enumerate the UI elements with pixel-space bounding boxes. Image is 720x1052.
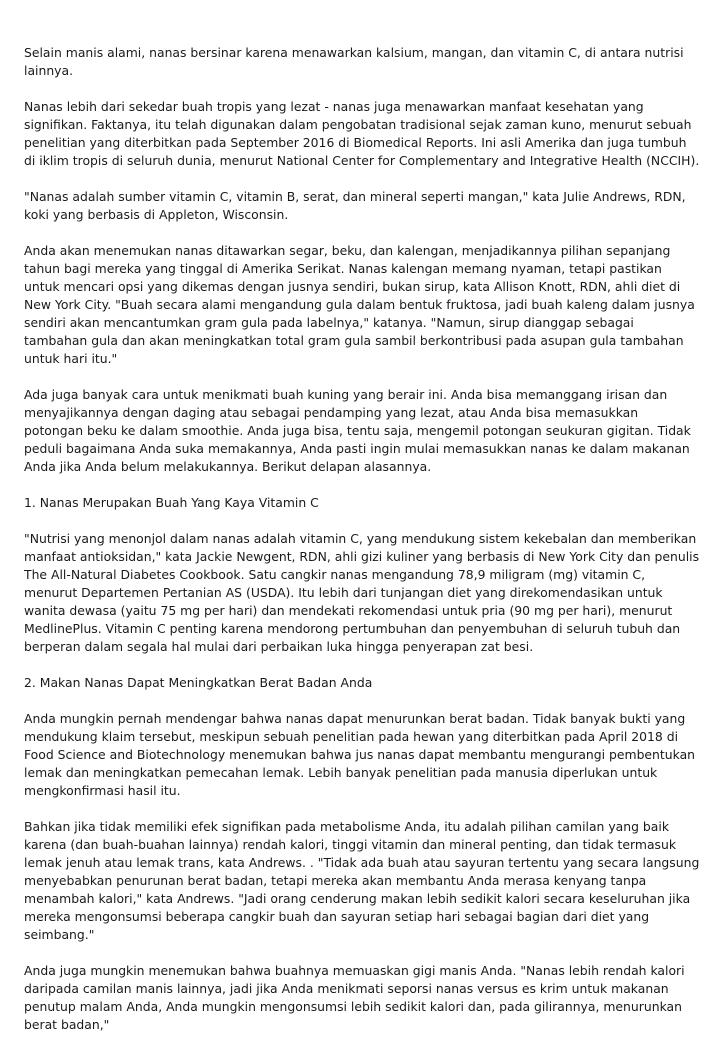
paragraph-ways-to-enjoy: Ada juga banyak cara untuk menikmati buah kuning yang berair ini. Anda bisa memanggang irisan dan menyajikannya dengan daging atau sebagai pendamping yang lezat, atau Anda bisa memasukkan potongan beku ke dalam smoothie. Anda juga bisa, tentu saja, mengemil potongan seukuran gigitan. Tidak peduli bagaimana Anda suka memakannya, Anda pasti ingin mulai memasukkan nanas ke dalam makanan Anda jika Anda belum melakukannya. Berikut delapan alasannya. xyxy=(24,387,691,474)
paragraph-snack-choice: Bahkan jika tidak memiliki efek signifikan pada metabolisme Anda, itu adalah pilihan camilan yang baik karena (dan buah-buahan lainnya) rendah kalori, tinggi vitamin dan mineral penting, dan tidak termasuk lemak jenuh atau lemak trans, kata Andrews. . "Tidak ada buah atau sayuran tertentu yang secara langsung menyebabkan penurunan berat badan, tetapi mereka akan membantu Anda merasa kenyang tanpa menambah kalori," kata Andrews. "Jadi orang cenderung makan lebih sedikit kalori secara keseluruhan jika mereka mengonsumsi beberapa cangkir buah dan sayuran setiap hari sebagai bagian dari diet yang seimbang." xyxy=(24,819,700,942)
paragraph-vitamin-c: "Nutrisi yang menonjol dalam nanas adalah vitamin C, yang mendukung sistem kekebalan dan memberikan manfaat antioksidan," kata Jackie Newgent, RDN, ahli gizi kuliner yang berbasis di New York City dan penulis The All-Natural Diabetes Cookbook. Satu cangkir nanas mengandung 78,9 miligram (mg) vitamin C, menurut Departemen Pertanian AS (USDA). Itu lebih dari tunjangan diet yang direkomendasikan untuk wanita dewasa (yaitu 75 mg per hari) dan mendekati rekomendasi untuk pria (90 mg per hari), menurut MedlinePlus. Vitamin C penting karena mendorong pertumbuhan dan penyembuhan di seluruh tubuh dan berperan dalam segala hal mulai dari perbaikan luka hingga penyerapan zat besi. xyxy=(24,531,700,654)
section-heading-weight: 2. Makan Nanas Dapat Meningkatkan Berat Badan Anda xyxy=(24,675,373,690)
article-body xyxy=(24,44,700,1052)
paragraph-intro: Selain manis alami, nanas bersinar karena menawarkan kalsium, mangan, dan vitamin C, di antara nutrisi lainnya. xyxy=(24,45,684,78)
section-heading-vitamin-c: 1. Nanas Merupakan Buah Yang Kaya Vitamin C xyxy=(24,495,319,510)
paragraph-weight-study: Anda mungkin pernah mendengar bahwa nanas dapat menurunkan berat badan. Tidak banyak bukti yang mendukung klaim tersebut, meskipun sebuah penelitian pada hewan yang diterbitkan pada April 2018 di Food Science and Biotechnology menemukan bahwa jus nanas dapat membantu mengurangi pembentukan lemak dan meningkatkan pemecahan lemak. Lebih banyak penelitian pada manusia diperlukan untuk mengkonfirmasi hasil itu. xyxy=(24,711,696,798)
paragraph-health-benefits: Nanas lebih dari sekedar buah tropis yang lezat - nanas juga menawarkan manfaat kesehatan yang signifikan. Faktanya, itu telah digunakan dalam pengobatan tradisional sejak zaman kuno, menurut sebuah penelitian yang diterbitkan pada September 2016 di Biomedical Reports. Ini asli Amerika dan juga tumbuh di iklim tropis di seluruh dunia, menurut National Center for Complementary and Integrative Health (NCCIH). xyxy=(24,99,700,168)
paragraph-canned-pineapple: Anda akan menemukan nanas ditawarkan segar, beku, dan kalengan, menjadikannya pilihan sepanjang tahun bagi mereka yang tinggal di Amerika Serikat. Nanas kalengan memang nyaman, tetapi pastikan untuk mencari opsi yang dikemas dengan jusnya sendiri, bukan sirup, kata Allison Knott, RDN, ahli diet di New York City. "Buah secara alami mengandung gula dalam bentuk fruktosa, jadi buah kaleng dalam jusnya sendiri akan mencantumkan gram gula pada labelnya," katanya. "Namun, sirup dianggap sebagai tambahan gula dan akan meningkatkan total gram gula sambil berkontribusi pada asupan gula tambahan untuk hari itu." xyxy=(24,243,695,366)
paragraph-sweet-tooth: Anda juga mungkin menemukan bahwa buahnya memuaskan gigi manis Anda. "Nanas lebih rendah kalori daripada camilan manis lainnya, jadi jika Anda menikmati seporsi nanas versus es krim untuk makanan penutup malam Anda, Anda mungkin mengonsumsi lebih sedikit kalori dan, pada gilirannya, menurunkan berat badan," xyxy=(24,963,685,1032)
paragraph-andrews-quote: "Nanas adalah sumber vitamin C, vitamin B, serat, dan mineral seperti mangan," kata Julie Andrews, RDN, koki yang berbasis di Appleton, Wisconsin. xyxy=(24,189,686,222)
